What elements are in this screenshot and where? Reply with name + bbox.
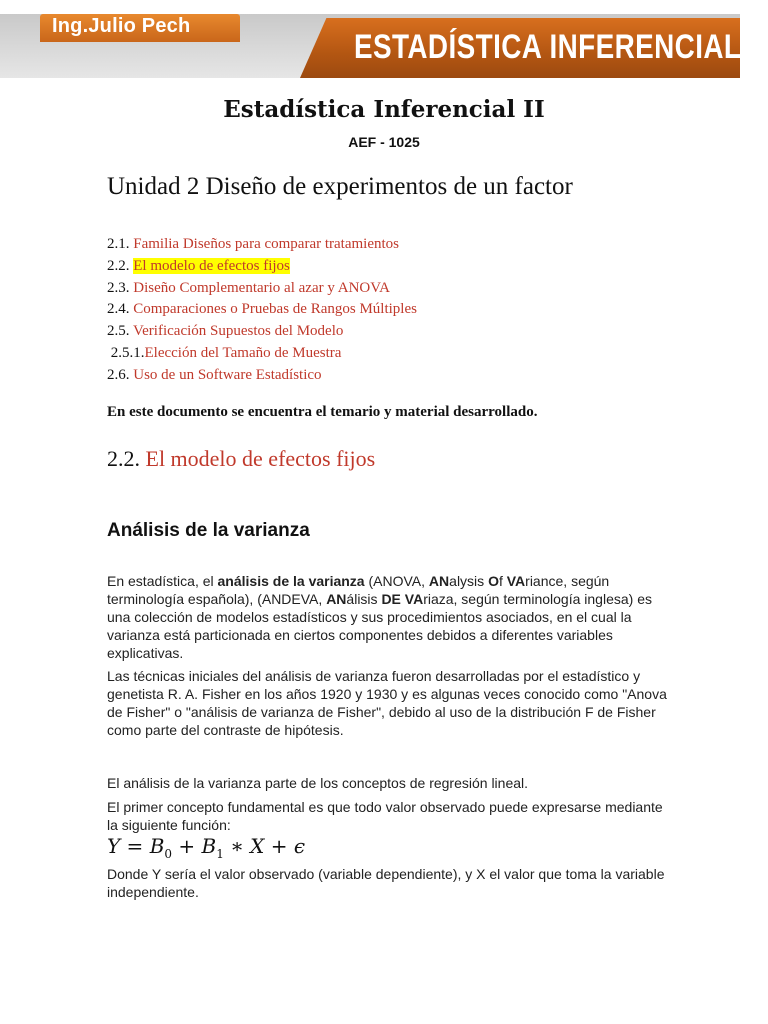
- formula-b0: B: [149, 834, 165, 858]
- formula-plus: +: [172, 834, 202, 858]
- topic-link[interactable]: Elección del Tamaño de Muestra: [144, 344, 342, 361]
- author-name: Ing.Julio Pech: [52, 15, 191, 37]
- section-heading: [107, 446, 375, 472]
- formula-b1-subscript: 1: [216, 847, 224, 861]
- topic-item: [107, 321, 417, 343]
- section-number: 2.2.: [107, 446, 140, 471]
- regression-formula: [107, 834, 305, 861]
- header-banner: [0, 0, 768, 82]
- formula-y: Y: [107, 834, 121, 858]
- unit-title: Unidad 2 Diseño de experimentos de un factor: [107, 173, 573, 200]
- document-title: Estadística Inferencial II: [223, 96, 545, 123]
- text-fragment: (ANOVA,: [364, 573, 429, 589]
- topic-item: [107, 299, 417, 321]
- section-title: El modelo de efectos fijos: [145, 446, 376, 471]
- topic-item: [107, 365, 417, 387]
- paragraph-regression: El análisis de la varianza parte de los conceptos de regresión lineal.: [107, 775, 529, 791]
- bold-letters: DE VA: [381, 591, 424, 607]
- course-code: AEF - 1025: [348, 134, 420, 150]
- topic-number: 2.5.: [107, 323, 130, 340]
- formula-times: ∗: [223, 834, 251, 858]
- bold-term: análisis de la varianza: [217, 573, 365, 589]
- paragraph-anova-definition: [107, 572, 667, 662]
- text-fragment: riance, según terminología española), (ANDEVA,: [107, 573, 610, 607]
- topic-number: 2.4.: [107, 301, 130, 318]
- formula-b1: B: [201, 834, 217, 858]
- text-fragment: álisis: [346, 591, 382, 607]
- intro-text: En este documento se encuentra el temario y material desarrollado.: [107, 404, 538, 420]
- topic-number: 2.1.: [107, 236, 130, 252]
- topic-link[interactable]: Diseño Complementario al azar y ANOVA: [133, 279, 391, 296]
- paragraph-concept: El primer concepto fundamental es que todo valor observado puede expresarse mediante la siguiente función:: [107, 799, 663, 833]
- topic-number: 2.3.: [107, 279, 130, 296]
- topic-link[interactable]: Familia Diseños para comparar tratamientos: [133, 236, 399, 252]
- text-fragment: En estadística, el: [107, 573, 218, 589]
- topic-number: 2.2.: [107, 257, 130, 274]
- topic-link[interactable]: Verificación Supuestos del Modelo: [132, 323, 344, 340]
- topic-link[interactable]: El modelo de efectos fijos: [133, 257, 290, 274]
- topic-item: [107, 234, 417, 256]
- topic-link[interactable]: Uso de un Software Estadístico: [133, 366, 322, 383]
- topic-item: [107, 343, 417, 365]
- text-fragment: alysis: [449, 573, 489, 589]
- paragraph-variables: Donde Y sería el valor observado (variable dependiente), y X el valor que toma la variable independiente.: [107, 866, 665, 900]
- topic-link[interactable]: Comparaciones o Pruebas de Rangos Múltiples: [133, 301, 417, 318]
- topic-number: 2.6.: [107, 366, 130, 383]
- topic-item: [107, 256, 417, 278]
- course-title: ESTADÍSTICA INFERENCIAL II: [354, 28, 766, 66]
- bold-letters: O: [488, 573, 499, 589]
- text-fragment: f: [498, 573, 507, 589]
- bold-letters: AN: [428, 573, 450, 589]
- paragraph-fisher: Las técnicas iniciales del análisis de varianza fueron desarrolladas por el estadístico y genetista R. A. Fisher en los años 1920 y 1930 y es algunas veces conocido como "Anova de Fisher" o "análisis de varianza de Fisher", debido al uso de la distribución F de Fisher como parte del contraste de hipótesis.: [107, 668, 667, 738]
- subsection-heading: Análisis de la varianza: [107, 520, 310, 541]
- text-fragment: riaza, según terminología inglesa) es una colección de modelos estadísticos y sus procedimientos asociados, en el cual la varianza está particionada en ciertos componentes debidos a diferentes variables explicativas.: [107, 591, 652, 661]
- topic-number: 2.5.1.: [110, 344, 145, 361]
- formula-b0-subscript: 0: [164, 847, 173, 861]
- topic-list: [107, 234, 417, 387]
- topic-item: [107, 278, 417, 300]
- formula-x: X: [250, 834, 265, 858]
- bold-letters: VA: [506, 573, 526, 589]
- formula-equals: =: [120, 834, 150, 858]
- formula-epsilon: ϵ: [293, 834, 306, 858]
- bold-letters: AN: [326, 591, 347, 607]
- formula-plus: +: [264, 834, 294, 858]
